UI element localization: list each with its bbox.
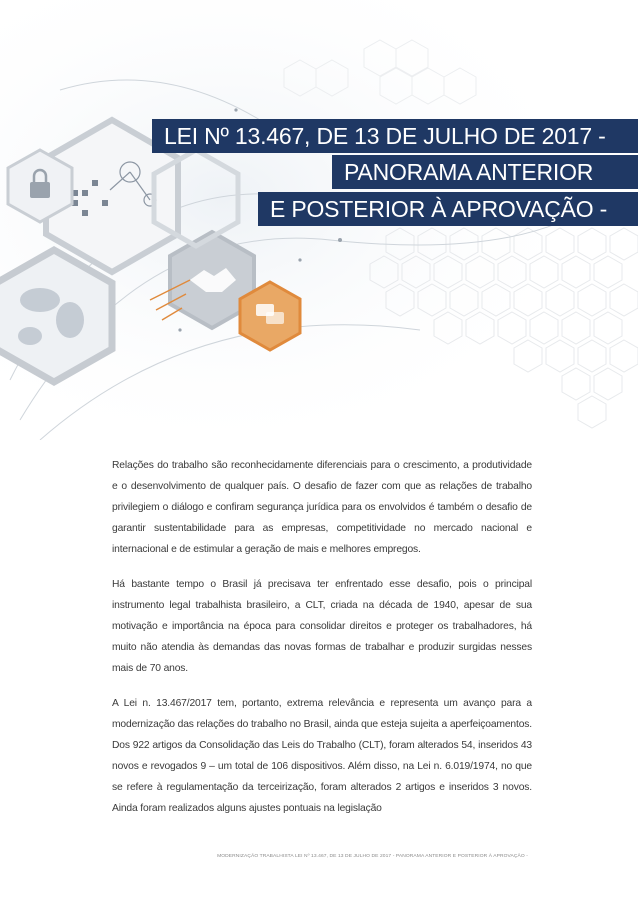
page-footer: MODERNIZAÇÃO TRABALHISTA LEI Nº 13.467, DE 13 DE JULHO DE 2017 - PANORAMA ANTERIOR E POSTERIOR À APROVAÇÃO - bbox=[217, 854, 528, 859]
paragraph-3: A Lei n. 13.467/2017 tem, portanto, extrema relevância e representa um avanço para a modernização das relações do trabalho no Brasil, ainda que esteja sujeita a aperfeiçoamentos. Dos 922 artigos da Consolidação das Leis do Trabalho (CLT), foram alterados 54, inseridos 43 novos e revogados 9 – um total de 106 dispositivos. Além disso, na Lei n. 6.019/1974, no que se refere à regulamentação da terceirização, foram alterados 2 artigos e inseridos 3 novos. Ainda foram realizados alguns ajustes pontuais na legislação bbox=[112, 698, 532, 814]
body-text bbox=[112, 455, 532, 833]
title-line-1: LEI Nº 13.467, DE 13 DE JULHO DE 2017 - bbox=[152, 119, 638, 153]
title-line-3: E POSTERIOR À APROVAÇÃO - bbox=[258, 192, 638, 226]
paragraph-1: Relações do trabalho são reconhecidamente diferenciais para o crescimento, a produtividade e o desenvolvimento de qualquer país. O desafio de fazer com que as relações de trabalho privilegiem o diálogo e confiram segurança jurídica para os envolvidos é também o desafio de garantir sustentabilidade para as empresas, competitividade no mercado nacional e internacional e de estimular a geração de mais e melhores empregos. bbox=[112, 460, 532, 555]
title-line-2: PANORAMA ANTERIOR bbox=[332, 155, 638, 189]
world-map-icon bbox=[0, 250, 112, 382]
paragraph-2: Há bastante tempo o Brasil já precisava ter enfrentado esse desafio, pois o principal instrumento legal trabalhista brasileiro, a CLT, criada na década de 1940, apesar de sua motivação e importância na época para consolidar direitos e proteger os trabalhadores, há muito não atendia às demandas das novas formas de trabalhar e produzir surgidas nesses mais de 70 anos. bbox=[112, 579, 532, 674]
chat-bubbles-icon bbox=[240, 282, 300, 350]
